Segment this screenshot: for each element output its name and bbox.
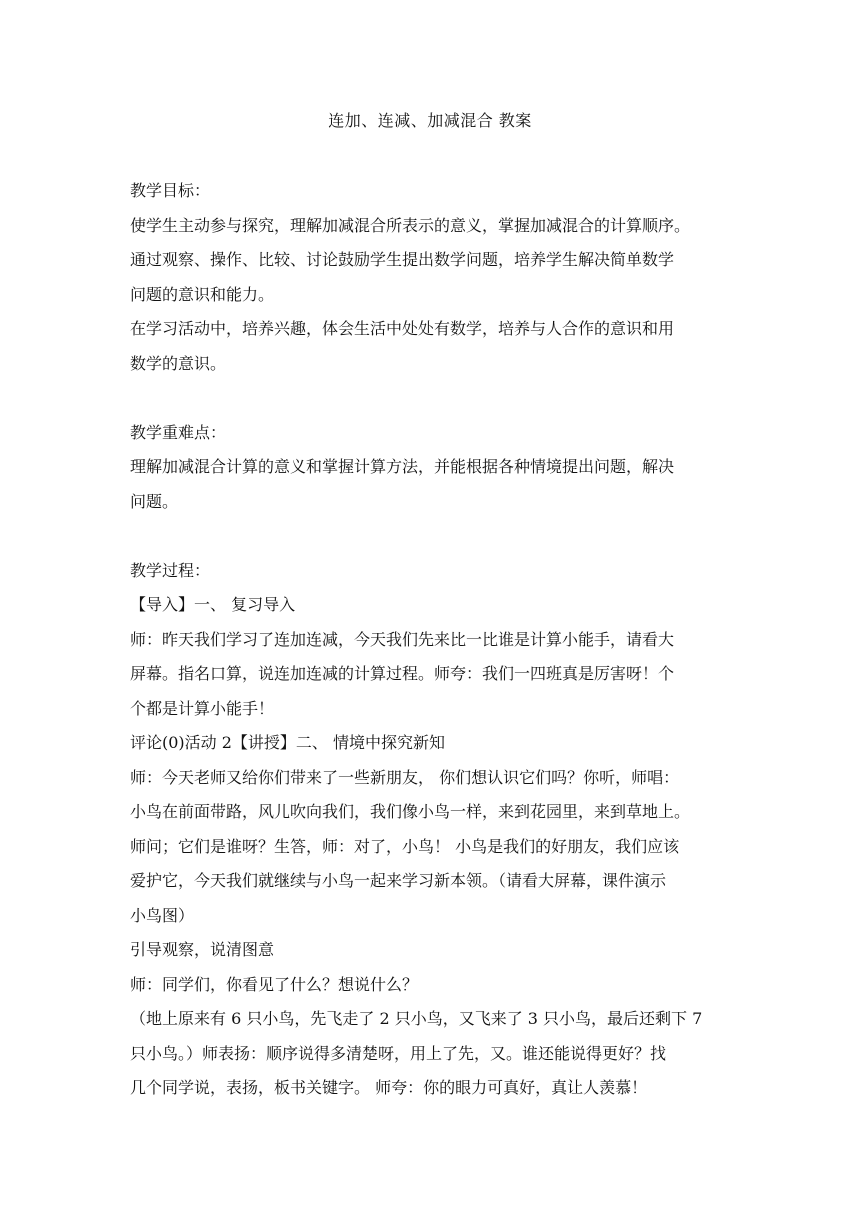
paragraph-line: 师：昨天我们学习了连加连减，今天我们先来比一比谁是计算小能手，请看大 [130, 629, 675, 649]
paragraph-line: 屏幕。指名口算，说连加连减的计算过程。师夸：我们一四班真是厉害呀！个 [130, 664, 675, 683]
paragraph-line: 只小鸟。）师表扬：顺序说得多清楚呀，用上了先，又。谁还能说得更好？找 [130, 1043, 667, 1063]
paragraph-line: 师：同学们，你看见了什么？想说什么？ [130, 974, 419, 994]
section-heading-objectives: 教学目标： [130, 181, 211, 200]
document-title: 连加、连减、加减混合 教案 [328, 111, 532, 130]
paragraph-line: 小鸟图） [130, 905, 195, 925]
paragraph-line: 爱护它，今天我们就继续与小鸟一起来学习新本领。（请看大屏幕，课件演示 [130, 871, 667, 890]
paragraph-line: 师：今天老师又给你们带来了一些新朋友， 你们想认识它们吗？你听，师唱： [130, 767, 680, 787]
blank-line [130, 519, 736, 554]
paragraph-line: 在学习活动中，培养兴趣，体会生活中处处有数学，培养与人合作的意识和用 [130, 319, 675, 338]
paragraph-line: 使学生主动参与探究，理解加减混合所表示的意义，掌握加减混合的计算顺序。 [130, 215, 691, 235]
paragraph-line: 通过观察、操作、比较、讨论鼓励学生提出数学问题，培养学生解决简单数学 [130, 250, 675, 269]
paragraph-line: 个都是计算小能手！ [130, 698, 275, 718]
paragraph-line: （地上原来有 6 只小鸟，先飞走了 2 只小鸟，又飞来了 3 只小鸟，最后还剩下 7 [130, 1009, 703, 1028]
blank-line [130, 381, 736, 416]
section-heading-key-points: 教学重难点： [130, 422, 227, 442]
paragraph-line: 引导观察，说清图意 [130, 940, 275, 959]
paragraph-line: 师问；它们是谁呀？生答，师：对了，小鸟！ 小鸟是我们的好朋友，我们应该 [130, 836, 680, 856]
section-heading-process: 教学过程： [130, 560, 211, 580]
paragraph-line: 数学的意识。 [130, 353, 227, 373]
paragraph-line: 几个同学说，表扬，板书关键字。 师夸：你的眼力可真好，真让人羡慕！ [130, 1078, 648, 1097]
paragraph-line: 问题的意识和能力。 [130, 284, 275, 304]
subsection-heading: 【导入】一、 复习导入 [130, 595, 296, 614]
paragraph-line: 理解加减混合计算的意义和掌握计算方法，并能根据各种情境提出问题，解决 [130, 457, 675, 476]
paragraph-line: 问题。 [130, 491, 179, 511]
paragraph-line: 小鸟在前面带路，风儿吹向我们，我们像小鸟一样，来到花园里，来到草地上。 [130, 802, 691, 821]
document-body [130, 174, 736, 1106]
subsection-heading: 评论(0)活动 2【讲授】二、 情境中探究新知 [130, 733, 446, 752]
